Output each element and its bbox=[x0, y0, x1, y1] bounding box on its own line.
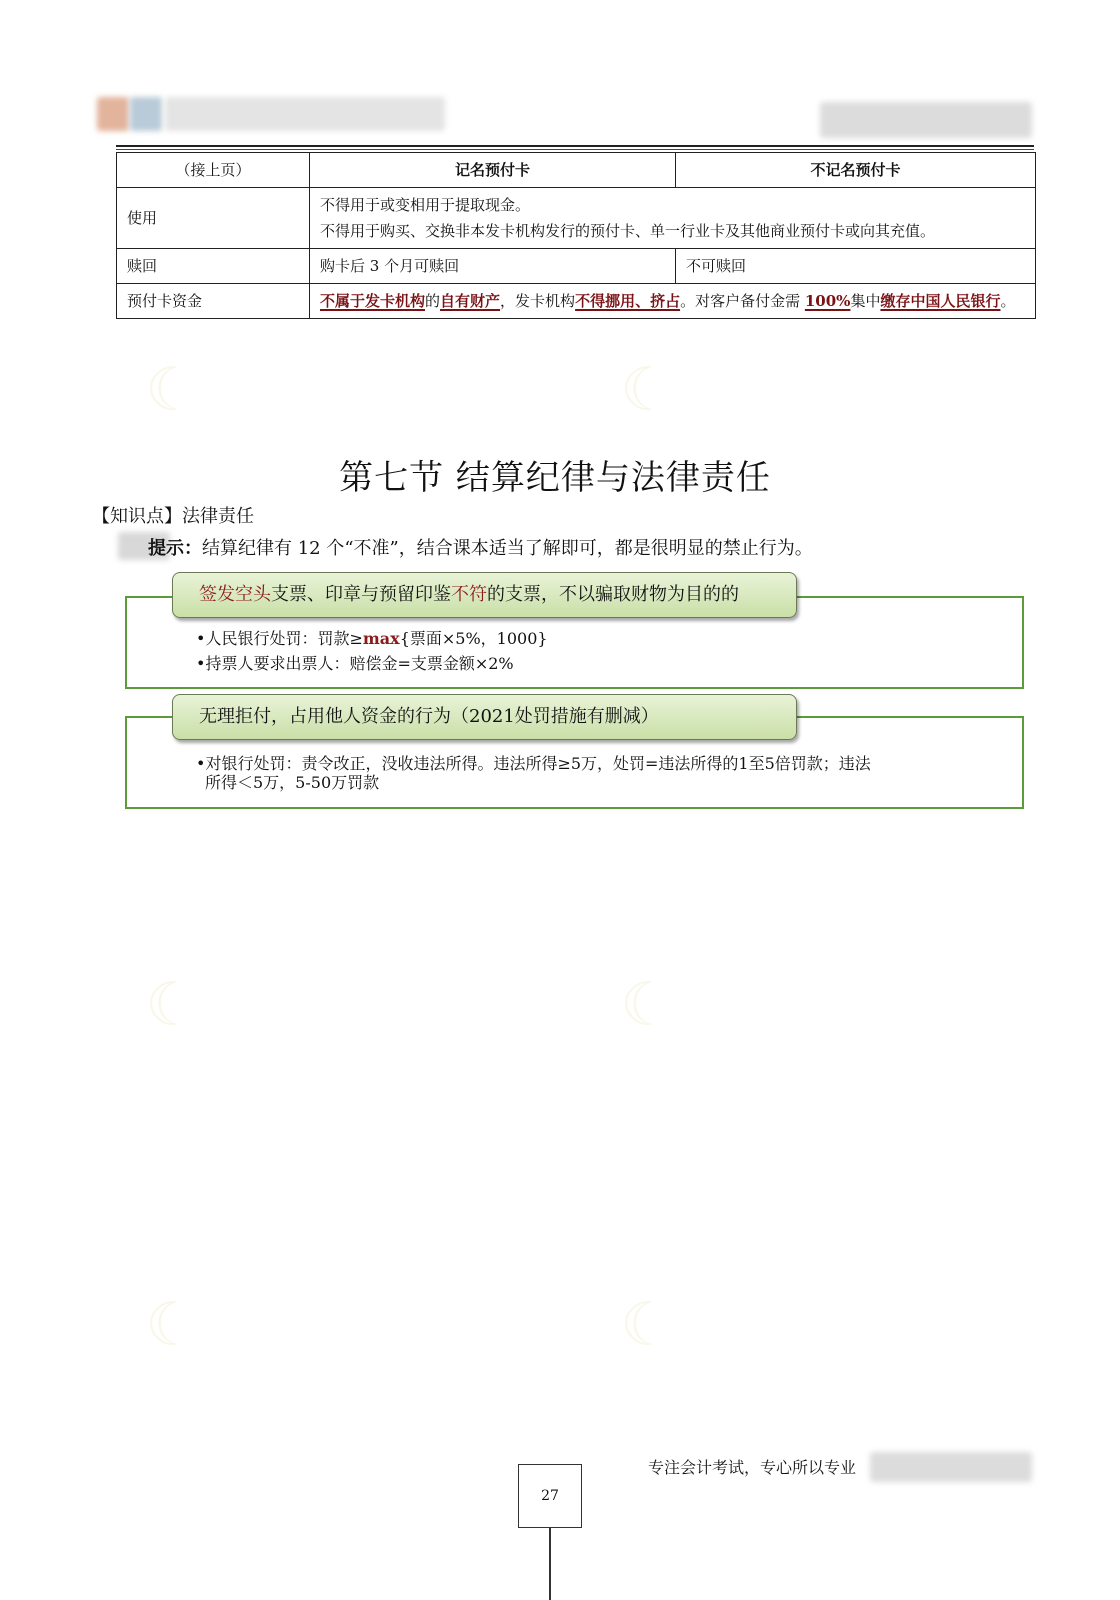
footer-slogan: 专注会计考试，专心所以专业 bbox=[648, 1458, 857, 1477]
row-unnamed-value: 不可赎回 bbox=[676, 249, 1036, 284]
row-content bbox=[310, 188, 1036, 249]
penalty-box-1-bullet: •持票人要求出票人：赔偿金=支票金额×2% bbox=[196, 654, 514, 673]
text: 。对客户备付金需 bbox=[680, 292, 805, 310]
highlight-text: 缴存中国人民银行 bbox=[880, 292, 1001, 310]
text: 。 bbox=[1000, 292, 1016, 310]
bullet-text: {票面×5%，1000} bbox=[399, 629, 548, 648]
watermark-icon: ☾ bbox=[145, 970, 199, 1040]
section-title: 第七节 结算纪律与法律责任 bbox=[339, 458, 771, 498]
row-label: 赎回 bbox=[117, 249, 310, 284]
header-rule-thin bbox=[116, 149, 1034, 150]
tip-line bbox=[148, 534, 813, 560]
usage-line: 不得用于或变相用于提取现金。 bbox=[320, 196, 531, 214]
highlight-text: 不属于发卡机构 bbox=[320, 292, 426, 310]
row-named-value: 购卡后 3 个月可赎回 bbox=[310, 249, 676, 284]
table-row bbox=[117, 188, 1036, 249]
text: 的 bbox=[425, 292, 441, 310]
knowledge-point: 【知识点】法律责任 bbox=[92, 506, 254, 527]
penalty-box-1-title bbox=[172, 572, 797, 618]
table-header-row bbox=[117, 153, 1036, 188]
header-right-blur bbox=[820, 102, 1032, 138]
watermark-icon: ☾ bbox=[620, 355, 674, 425]
header-logo-blur bbox=[97, 97, 129, 131]
table-header-named: 记名预付卡 bbox=[310, 153, 676, 188]
penalty-box-2-bullet: •对银行处罚：责令改正，没收违法所得。违法所得≥5万，处罚=违法所得的1至5倍罚款；违法 bbox=[196, 754, 871, 773]
table-row bbox=[117, 249, 1036, 284]
penalty-box-2-title: 无理拒付，占用他人资金的行为（2021处罚措施有删减） bbox=[172, 694, 797, 740]
highlight-text: 不得挪用、挤占 bbox=[575, 292, 681, 310]
usage-line: 不得用于购买、交换非本发卡机构发行的预付卡、单一行业卡及其他商业预付卡或向其充值。 bbox=[320, 222, 936, 240]
bullet-text: •人民银行处罚：罚款≥ bbox=[196, 629, 363, 648]
title-text: 的支票，不以骗取财物为目的的 bbox=[487, 584, 739, 605]
title-text: 支票、印章与预留印鉴 bbox=[271, 584, 451, 605]
text: ，发卡机构 bbox=[500, 292, 576, 310]
highlight-text: 100% bbox=[804, 292, 851, 310]
watermark-icon: ☾ bbox=[145, 1290, 199, 1360]
penalty-box-1-bullet bbox=[196, 627, 548, 651]
page-line bbox=[549, 1527, 551, 1600]
title-highlight: 不符 bbox=[451, 584, 487, 605]
header-rule bbox=[116, 145, 1034, 147]
highlight-text: 自有财产 bbox=[440, 292, 501, 310]
penalty-box-2-bullet-cont: 所得＜5万，5-50万罚款 bbox=[205, 773, 380, 792]
tip-label: 提示： bbox=[148, 538, 202, 559]
row-label: 使用 bbox=[117, 188, 310, 249]
footer-brand-blur bbox=[870, 1452, 1032, 1482]
row-label: 预付卡资金 bbox=[117, 284, 310, 319]
header-logo-blur bbox=[130, 97, 162, 131]
page-number: 27 bbox=[518, 1464, 582, 1528]
title-highlight: 签发空头 bbox=[199, 584, 271, 605]
table-row bbox=[117, 284, 1036, 319]
row-content bbox=[310, 284, 1036, 319]
watermark-icon: ☾ bbox=[145, 355, 199, 425]
header-text-blur bbox=[165, 97, 445, 131]
watermark-icon: ☾ bbox=[620, 970, 674, 1040]
prepaid-card-table bbox=[116, 152, 1036, 319]
tip-text: 结算纪律有 12 个“不准”，结合课本适当了解即可，都是很明显的禁止行为。 bbox=[202, 538, 813, 559]
bullet-highlight: max bbox=[362, 629, 400, 648]
text: 集中 bbox=[850, 292, 881, 310]
table-cell: （接上页） bbox=[117, 153, 310, 188]
watermark-icon: ☾ bbox=[620, 1290, 674, 1360]
table-header-unnamed: 不记名预付卡 bbox=[676, 153, 1036, 188]
